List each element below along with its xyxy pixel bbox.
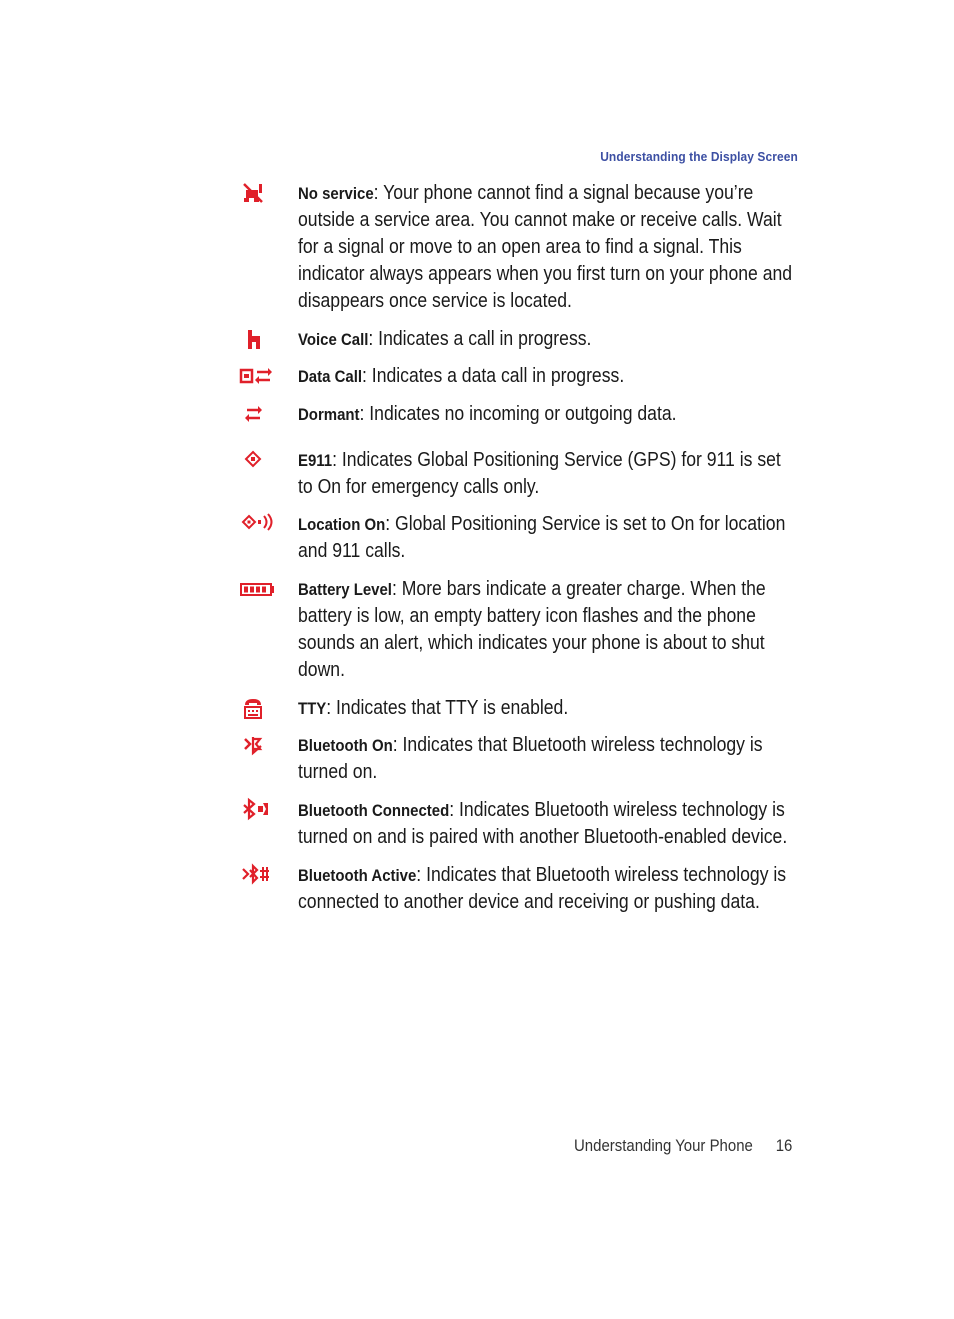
term-label: Dormant [298,405,360,424]
term-description: : More bars indicate a greater charge. When the battery is low, an empty battery icon flashes and the phone sounds an alert, which indicates your phone is about to shut down. [298,578,766,681]
term-label: Data Call [298,367,363,386]
term-label: Battery Level [298,580,392,599]
term-label: Bluetooth Active [298,866,417,885]
term-description: : Indicates a call in progress. [368,328,592,350]
bluetooth-on-icon [230,732,286,760]
term-label: Location On [298,515,386,534]
location-on-icon [230,511,286,539]
page-number: 16 [775,1136,793,1155]
bluetooth-connected-icon [230,797,286,825]
term-label: No service [298,184,374,203]
term-label: Bluetooth On [298,736,393,755]
term-label: E911 [298,451,333,470]
term-description: : Your phone cannot find a signal because you’re outside a service area. You cannot make or receive calls. Wait for a signal or move to an open area to find a signal. This indicator always appears when you first turn on your phone and disappears once service is located. [298,182,793,312]
voice-call-icon [230,326,286,354]
running-header: Understanding the Display Screen [600,149,798,164]
battery-level-icon [230,576,286,604]
term-description: : Indicates no incoming or outgoing data. [359,403,677,425]
term-label: Voice Call [298,330,369,349]
term-label: Bluetooth Connected [298,801,450,820]
data-call-icon [230,363,286,391]
tty-icon [230,695,286,723]
term-description: : Indicates Bluetooth wireless technology is turned on and is paired with another Bluetooth-enabled device. [298,799,788,848]
term-description: : Indicates that Bluetooth wireless technology is connected to another device and receiving or pushing data. [298,864,787,913]
no-service-icon [230,180,286,208]
term-description: : Indicates that TTY is enabled. [326,697,569,719]
e911-icon [230,447,286,475]
term-description: : Indicates Global Positioning Service (GPS) for 911 is set to On for emergency calls only. [298,449,781,498]
term-label: TTY [298,699,327,718]
bluetooth-active-icon [230,862,286,890]
page-footer [574,1136,792,1156]
term-description: : Global Positioning Service is set to On for location and 911 calls. [298,513,786,562]
footer-chapter-title: Understanding Your Phone [574,1136,753,1155]
dormant-icon [230,401,286,429]
term-description: : Indicates a data call in progress. [362,365,625,387]
term-description: : Indicates that Bluetooth wireless technology is turned on. [298,734,763,783]
